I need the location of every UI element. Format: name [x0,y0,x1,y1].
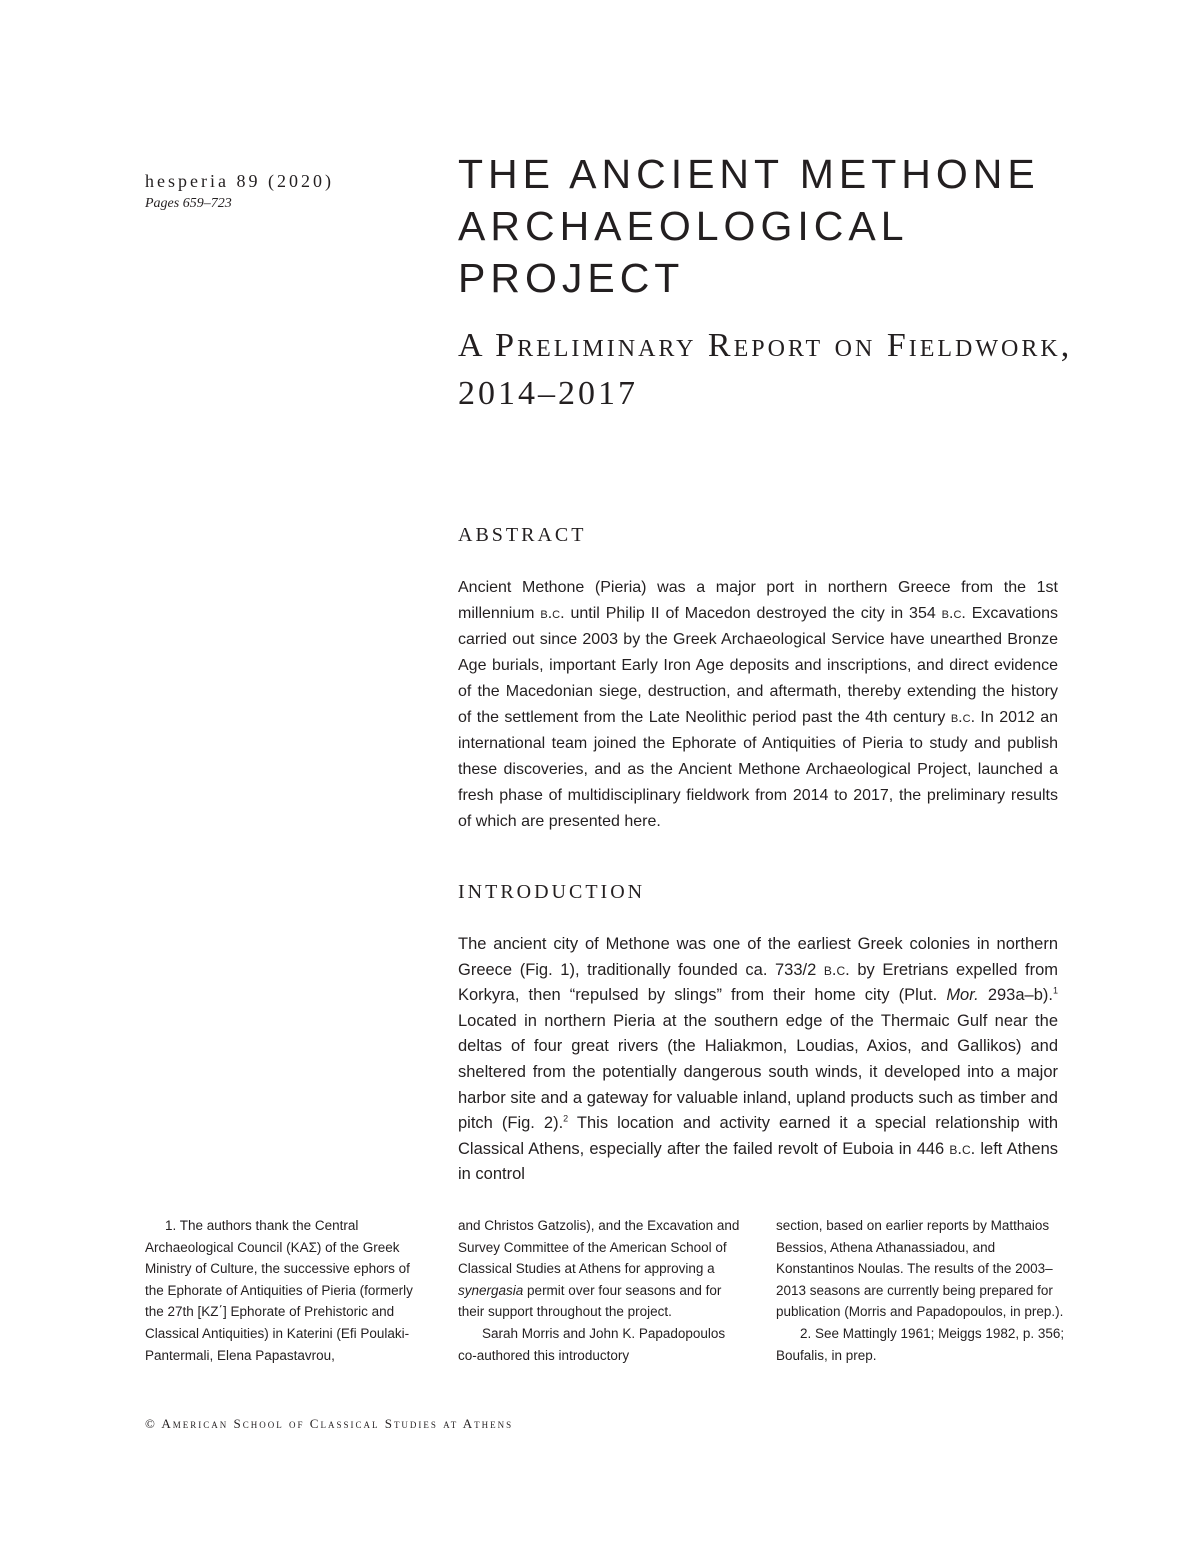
footnotes-column-2 [458,1215,740,1366]
abstract-heading: ABSTRACT [458,524,587,546]
footnote-2-text: 2. See Mattingly 1961; Meiggs 1982, p. 356; Boufalis, in prep. [776,1325,1065,1363]
page-range: Pages 659–723 [145,196,232,211]
article-title: THE ANCIENT METHONE ARCHAEOLOGICAL PROJECT [458,151,1040,301]
article-subtitle: A Preliminary Report on Fieldwork, 2014–2017 [458,327,1073,412]
abstract-text: Ancient Methone (Pieria) was a major port in northern Greece from the 1st millennium b.c. until Philip II of Macedon destroyed the city in 354 b.c. Excavations carried out since 2003 by the Greek Archaeological Service have unearthed Bronze Age burials, important Early Iron Age deposits and inscriptions, and direct evidence of the Macedonian siege, destruction, and aftermath, thereby extending the history of the settlement from the Late Neolithic period past the 4th century b.c. In 2012 an international team joined the Ephorate of Antiquities of Pieria to study and publish these discoveries, and as the Ancient Methone Archaeological Project, launched a fresh phase of multidisciplinary fieldwork from 2014 to 2017, the preliminary results of which are presented here. [458,579,1059,830]
journal-name: hesperia 89 (2020) [145,171,334,191]
copyright-notice: © American School of Classical Studies at Athens [145,1416,514,1431]
introduction-heading: INTRODUCTION [458,881,646,903]
footnote-ref-1[interactable]: 1 [1052,985,1058,996]
footnotes-column-3 [776,1215,1066,1366]
footnotes-column-1 [145,1215,425,1366]
footnote-1-continued: and Christos Gatzolis), and the Excavation and Survey Committee of the American School of Classical Studies at Athens for approving a synergasia permit over four seasons and for their support throughout the project. [458,1218,740,1320]
footnote-ref-2[interactable]: 2 [563,1113,569,1124]
footnote-1-authors: Sarah Morris and John K. Papadopoulos co-authored this introductory [458,1325,726,1363]
introduction-text: The ancient city of Methone was one of the earliest Greek colonies in northern Greece (Fig. 1), traditionally founded ca. 733/2 b.c. by Eretrians expelled from Korkyra, then “repulsed by slings” from their home city (Plut. Mor. 293a–b).$^1$ Located in northern Pieria at the southern edge of the Thermaic Gulf near the deltas of four great rivers (the Haliakmon, Loudias, Axios, and Gallikos) and sheltered from the potentially dangerous south winds, it developed into a major harbor site and a gateway for valuable inland, upland products such as timber and pitch (Fig. 2).$^2$ This location and activity earned it a special relationship with Classical Athens, especially after the failed revolt of Euboia in 446 b.c. left Athens in control [458,935,1058,1184]
journal-header [145,170,334,214]
footnote-1-text: 1. The authors thank the Central Archaeological Council (ΚΑΣ) of the Greek Ministry of Culture, the successive ephors of the Ephorate of Antiquities of Pieria (formerly the 27th [ΚΖ΄] Ephorate of Prehistoric and Classical Antiquities) in Katerini (Efi Poulaki-Pantermali, Elena Papastavrou, [145,1218,413,1363]
footnote-1-end: section, based on earlier reports by Matthaios Bessios, Athena Athanassiadou, and Konstantinos Noulas. The results of the 2003–2013 seasons are currently being prepared for publication (Morris and Papadopoulos, in prep.). [776,1218,1064,1320]
